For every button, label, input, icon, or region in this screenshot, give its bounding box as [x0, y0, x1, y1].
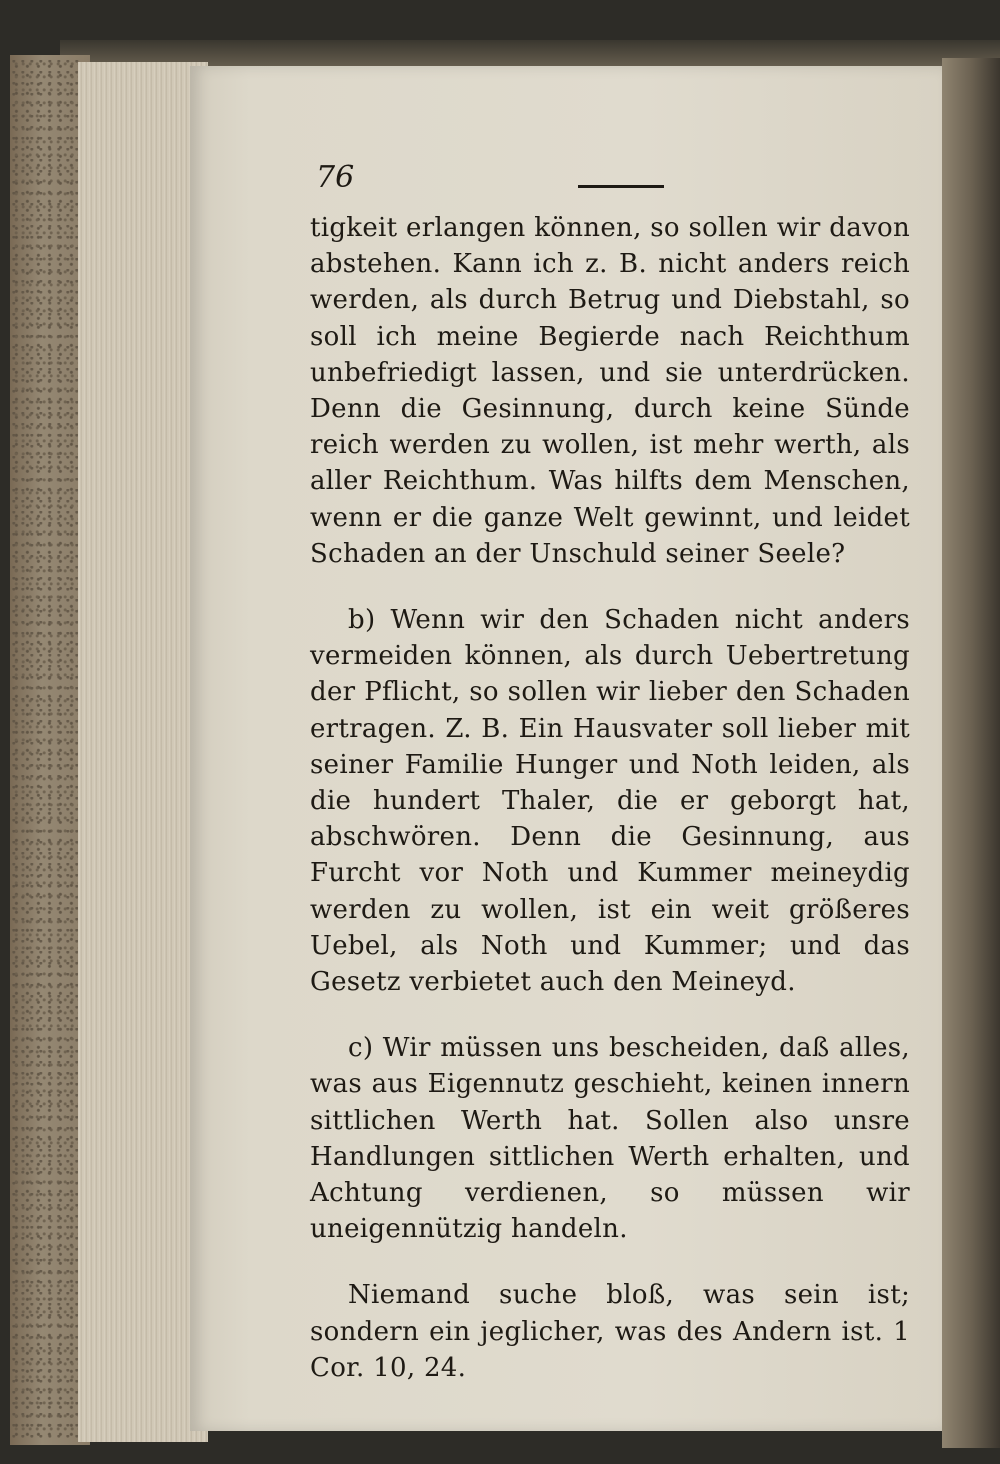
- page-content: [310, 160, 910, 1386]
- marbled-edge: [12, 60, 82, 1440]
- page-header: [310, 160, 910, 210]
- header-rule: [578, 185, 664, 188]
- page-number: 76: [316, 160, 355, 195]
- page-stack: [78, 62, 208, 1442]
- bible-quote: Niemand suche bloß, was sein ist; sondern ein jeglicher, was des Andern ist. 1 Cor. 10, 24.: [310, 1280, 910, 1383]
- paragraph-continuation: tigkeit erlangen können, so sollen wir davon abstehen. Kann ich z. B. nicht anders reich werden, als durch Betrug und Diebstahl, so soll ich meine Begierde nach Reichthum unbefriedigt lassen, und sie unterdrücken. Denn die Gesinnung, durch keine Sünde reich werden zu wollen, ist mehr werth, als aller Reichthum. Was hilfts dem Menschen, wenn er die ganze Welt gewinnt, und leidet Schaden an der Unschuld seiner Seele?: [310, 213, 910, 569]
- paragraph-c: c) Wir müssen uns bescheiden, daß alles, was aus Eigennutz geschieht, keinen innern sittlichen Werth hat. Sollen also unsre Handlungen sittlichen Werth erhalten, und Achtung verdienen, so müssen wir uneigennützig handeln.: [310, 1033, 910, 1245]
- paragraph-b: b) Wenn wir den Schaden nicht anders vermeiden können, als durch Uebertretung der Pflicht, so sollen wir lieber den Schaden ertragen. Z. B. Ein Hausvater soll lieber mit seiner Familie Hunger und Noth leiden, als die hundert Thaler, die er geborgt hat, abschwören. Denn die Gesinnung, aus Furcht vor Noth und Kummer meineydig werden zu wollen, ist ein weit größeres Uebel, als Noth und Kummer; und das Gesetz verbietet auch den Meineyd.: [310, 605, 910, 998]
- facing-page-edge: [942, 58, 1000, 1448]
